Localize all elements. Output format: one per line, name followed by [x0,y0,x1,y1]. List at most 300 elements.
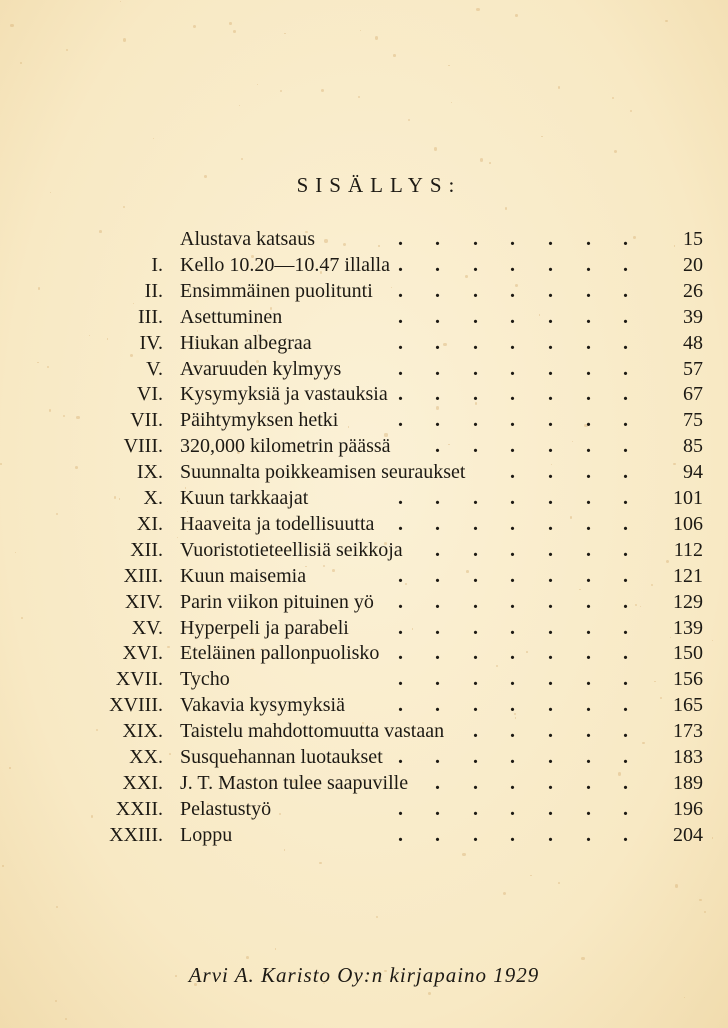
paper-speck [375,36,378,39]
leader-dot: . [435,746,440,768]
paper-speck [123,38,126,41]
leader-dot: . [435,771,440,794]
leader-dot: . [473,771,478,794]
paper-speck [480,158,483,161]
leader-dot: . [398,487,403,509]
leader-dot: . [548,823,553,846]
leader-dot: . [548,435,553,458]
leader-dot: . [398,694,403,717]
leader-dot: . [548,564,553,587]
leader-dot: . [548,228,553,250]
leader-dot: . [473,746,478,768]
leader-dot: . [623,435,628,458]
paper-speck [505,207,508,210]
leader-dot: . [623,279,628,302]
paper-speck [241,158,243,160]
leader-dot: . [586,357,591,380]
leader-dot: . [398,228,403,250]
leader-dot: . [586,694,591,717]
leader-dot: . [623,823,628,846]
paper-speck [699,899,702,902]
leader-dot: . [398,305,403,328]
paper-speck [614,150,617,153]
paper-speck [393,54,396,57]
leader-dot: . [548,642,553,665]
leader-dot: . [510,538,515,561]
leader-dot: . [623,253,628,276]
leader-dot: . [623,797,628,820]
leader-dot: . [435,331,440,354]
paper-speck [56,906,58,908]
leader-dot: . [623,487,628,509]
paper-speck [358,96,361,99]
page-number: 101 [673,487,703,509]
page-number: 189 [673,771,703,794]
leader-dot: . [435,253,440,276]
paper-speck [665,20,667,22]
paper-speck [360,30,361,31]
leader-dot: . [510,590,515,613]
paper-speck [541,136,543,138]
leader-dot: . [586,823,591,846]
leader-dot: . [623,228,628,250]
leader-dot: . [586,642,591,665]
paper-speck [515,14,518,17]
leader-dot: . [586,590,591,613]
chapter-title: Päihtymyksen hetki [180,409,339,432]
leader-dot: . [548,461,553,484]
paper-speck [434,147,437,150]
leader-dot: . [623,668,628,691]
leader-dot: . [548,694,553,717]
toc-entry [0,487,728,513]
leader-dot: . [435,357,440,380]
leader-dot: . [548,590,553,613]
leader-dot: . [548,771,553,794]
leader-dot: . [435,642,440,665]
chapter-title: Taistelu mahdottomuutta vastaan [180,720,445,743]
leader-dot: . [510,668,515,691]
dot-leader [0,228,728,254]
toc-entry [0,668,728,694]
chapter-numeral: VII. [130,409,163,432]
leader-dot: . [398,823,403,846]
toc-entry [0,642,728,668]
dot-leader [0,617,728,643]
toc-entry [0,228,728,254]
leader-dot: . [473,694,478,717]
leader-dot: . [548,305,553,328]
leader-dot: . [623,538,628,561]
chapter-title: Avaruuden kylmyys [180,357,342,380]
paper-speck [408,119,410,121]
leader-dot: . [398,642,403,665]
leader-dot: . [398,797,403,820]
leader-dot: . [586,279,591,302]
paper-speck [581,957,584,960]
toc-entry [0,746,728,772]
leader-dot: . [510,253,515,276]
leader-dot: . [473,357,478,380]
paper-speck [530,875,531,876]
toc-entry [0,772,728,798]
leader-dot: . [548,279,553,302]
paper-speck [448,65,450,67]
chapter-title: 320,000 kilometrin päässä [180,435,391,458]
paper-speck [233,30,236,33]
leader-dot: . [398,357,403,380]
leader-dot: . [473,668,478,691]
leader-dot: . [510,746,515,768]
leader-dot: . [435,383,440,406]
toc-entry [0,409,728,435]
printer-imprint: Arvi A. Karisto Oy:n kirjapaino 1929 [188,963,540,987]
leader-dot: . [473,538,478,561]
leader-dot: . [548,383,553,406]
toc-entry [0,617,728,643]
chapter-title: Vakavia kysymyksiä [180,694,345,717]
chapter-numeral: IX. [136,461,163,484]
paper-speck [123,206,126,209]
leader-dot: . [586,771,591,794]
page-number: 75 [683,409,703,432]
page-number: 183 [673,746,703,768]
leader-dot: . [510,797,515,820]
leader-dot: . [435,512,440,535]
toc-entry [0,435,728,461]
toc-entry [0,280,728,306]
toc-entry [0,254,728,280]
paper-speck [66,49,68,51]
chapter-numeral: V. [146,357,163,380]
leader-dot: . [548,746,553,768]
chapter-numeral: XII. [130,538,163,561]
paper-speck [10,24,13,27]
leader-dot: . [623,590,628,613]
paper-speck [675,884,678,887]
chapter-title: Vuoristotieteellisiä seikkoja [180,538,403,561]
chapter-title: Eteläinen pallonpuolisko [180,642,380,665]
leader-dot: . [586,720,591,743]
toc-entry [0,358,728,384]
paper-speck [229,22,231,24]
paper-speck [284,33,286,35]
page-number: 121 [673,564,703,587]
leader-dot: . [435,590,440,613]
leader-dot: . [623,331,628,354]
leader-dot: . [473,331,478,354]
leader-dot: . [510,823,515,846]
chapter-title: Suunnalta poikkeamisen seuraukset [180,461,466,484]
paper-speck [558,86,561,89]
chapter-numeral: XXII. [115,797,163,820]
leader-dot: . [586,305,591,328]
leader-dot: . [586,461,591,484]
dot-leader [0,332,728,358]
leader-dot: . [435,797,440,820]
leader-dot: . [510,720,515,743]
paper-speck [65,1018,67,1020]
chapter-numeral: III. [138,305,163,328]
paper-speck [489,162,491,164]
toc-entry [0,720,728,746]
paper-speck [153,138,154,139]
paper-speck [246,956,249,959]
leader-dot: . [586,435,591,458]
leader-dot: . [510,512,515,535]
leader-dot: . [435,435,440,458]
leader-dot: . [548,668,553,691]
leader-dot: . [510,383,515,406]
page-number: 85 [683,435,703,458]
chapter-numeral: XIX. [122,720,163,743]
leader-dot: . [398,253,403,276]
toc-entry [0,539,728,565]
page-number: 139 [673,616,703,639]
paper-speck [376,916,378,918]
leader-dot: . [586,228,591,250]
chapter-numeral: XX. [129,746,163,768]
leader-dot: . [510,616,515,639]
leader-dot: . [623,357,628,380]
paper-speck [120,1,121,2]
chapter-title: J. T. Maston tulee saapuville [180,771,409,794]
paper-speck [193,25,196,28]
toc-entry [0,383,728,409]
toc-entry [0,306,728,332]
paper-speck [319,862,321,864]
leader-dot: . [473,720,478,743]
leader-dot: . [510,305,515,328]
leader-dot: . [510,331,515,354]
chapter-numeral: XXIII. [109,823,163,846]
paper-speck [257,84,258,85]
leader-dot: . [586,797,591,820]
chapter-title: Kysymyksiä ja vastauksia [180,383,388,406]
leader-dot: . [473,823,478,846]
chapter-title: Tycho [180,668,230,691]
leader-dot: . [510,487,515,509]
leader-dot: . [623,461,628,484]
chapter-title: Susquehannan luotaukset [180,746,383,768]
page-number: 173 [673,720,703,743]
leader-dot: . [473,564,478,587]
leader-dot: . [623,694,628,717]
page-number: 26 [683,279,703,302]
chapter-title: Ensimmäinen puolitunti [180,279,373,302]
leader-dot: . [473,279,478,302]
leader-dot: . [473,383,478,406]
leader-dot: . [586,564,591,587]
leader-dot: . [473,642,478,665]
toc-entry [0,694,728,720]
paper-speck [428,992,431,995]
page-number: 94 [683,461,703,484]
leader-dot: . [435,538,440,561]
leader-dot: . [473,797,478,820]
paper-speck [462,853,465,856]
leader-dot: . [548,616,553,639]
paper-speck [451,102,452,103]
leader-dot: . [623,771,628,794]
chapter-title: Kello 10.20—10.47 illalla [180,253,390,276]
page-number: 48 [683,331,703,354]
leader-dot: . [398,564,403,587]
chapter-numeral: XXI. [122,771,163,794]
toc-entry [0,565,728,591]
leader-dot: . [435,305,440,328]
toc-entry [0,332,728,358]
toc-entry [0,461,728,487]
chapter-title: Kuun tarkkaajat [180,487,309,509]
leader-dot: . [548,487,553,509]
paper-speck [630,110,632,112]
leader-dot: . [623,564,628,587]
leader-dot: . [473,616,478,639]
dot-leader [0,668,728,694]
page-number: 67 [683,383,703,406]
paper-speck [2,865,3,866]
toc-entry [0,798,728,824]
leader-dot: . [548,409,553,432]
leader-dot: . [398,512,403,535]
leader-dot: . [473,487,478,509]
paper-speck [275,948,276,949]
paper-speck [684,997,685,998]
leader-dot: . [473,253,478,276]
leader-dot: . [398,383,403,406]
chapter-numeral: XVII. [115,668,163,691]
page-number: 106 [673,512,703,535]
page-number: 196 [673,797,703,820]
page-number: 129 [673,590,703,613]
dot-leader [0,798,728,824]
page-number: 39 [683,305,703,328]
leader-dot: . [586,746,591,768]
leader-dot: . [586,409,591,432]
leader-dot: . [623,409,628,432]
paper-speck [476,8,479,11]
leader-dot: . [548,357,553,380]
chapter-numeral: VIII. [123,435,163,458]
chapter-numeral: XVIII. [109,694,163,717]
leader-dot: . [435,823,440,846]
leader-dot: . [510,461,515,484]
leader-dot: . [623,616,628,639]
page-number: 15 [683,228,703,250]
leader-dot: . [473,305,478,328]
paper-speck [704,911,706,913]
chapter-numeral: XV. [131,616,163,639]
leader-dot: . [623,512,628,535]
paper-speck [55,1000,57,1002]
leader-dot: . [435,409,440,432]
leader-dot: . [510,694,515,717]
leader-dot: . [623,642,628,665]
leader-dot: . [510,435,515,458]
page-number: 112 [673,538,703,561]
chapter-title: Haaveita ja todellisuutta [180,512,375,535]
leader-dot: . [510,771,515,794]
leader-dot: . [435,668,440,691]
leader-dot: . [548,253,553,276]
chapter-title: Hyperpeli ja parabeli [180,616,349,639]
leader-dot: . [586,253,591,276]
leader-dot: . [548,512,553,535]
leader-dot: . [473,409,478,432]
dot-leader [0,409,728,435]
leader-dot: . [435,564,440,587]
leader-dot: . [586,616,591,639]
page-number: 165 [673,694,703,717]
dot-leader [0,358,728,384]
leader-dot: . [510,409,515,432]
leader-dot: . [623,305,628,328]
leader-dot: . [586,668,591,691]
toc-entry [0,824,728,850]
leader-dot: . [435,487,440,509]
paper-speck [20,62,22,64]
leader-dot: . [623,720,628,743]
leader-dot: . [548,331,553,354]
paper-speck [612,97,614,99]
leader-dot: . [435,228,440,250]
chapter-title: Alustava katsaus [180,228,315,250]
paper-speck [558,882,560,884]
paper-speck [239,105,240,106]
chapter-numeral: X. [143,487,163,509]
leader-dot: . [548,797,553,820]
paper-speck [503,892,506,895]
chapter-title: Loppu [180,823,233,846]
leader-dot: . [435,279,440,302]
leader-dot: . [586,538,591,561]
toc-heading: SISÄLLYS: [296,173,462,197]
leader-dot: . [398,409,403,432]
leader-dot: . [398,668,403,691]
page-number: 204 [673,823,703,846]
leader-dot: . [473,435,478,458]
toc-entry [0,513,728,539]
leader-dot: . [586,331,591,354]
chapter-title: Kuun maisemia [180,564,307,587]
leader-dot: . [623,383,628,406]
page-number: 156 [673,668,703,691]
leader-dot: . [473,590,478,613]
leader-dot: . [398,590,403,613]
dot-leader [0,565,728,591]
page-number: 150 [673,642,703,665]
paper-speck [280,90,283,93]
leader-dot: . [398,279,403,302]
leader-dot: . [435,616,440,639]
dot-leader [0,306,728,332]
leader-dot: . [510,564,515,587]
leader-dot: . [510,279,515,302]
dot-leader [0,487,728,513]
leader-dot: . [586,512,591,535]
chapter-title: Hiukan albegraa [180,331,312,354]
leader-dot: . [510,228,515,250]
chapter-title: Pelastustyö [180,797,272,820]
chapter-numeral: XIII. [123,564,163,587]
leader-dot: . [398,616,403,639]
leader-dot: . [548,720,553,743]
leader-dot: . [510,642,515,665]
chapter-numeral: XVI. [122,642,163,665]
chapter-numeral: IV. [139,331,163,354]
leader-dot: . [586,487,591,509]
